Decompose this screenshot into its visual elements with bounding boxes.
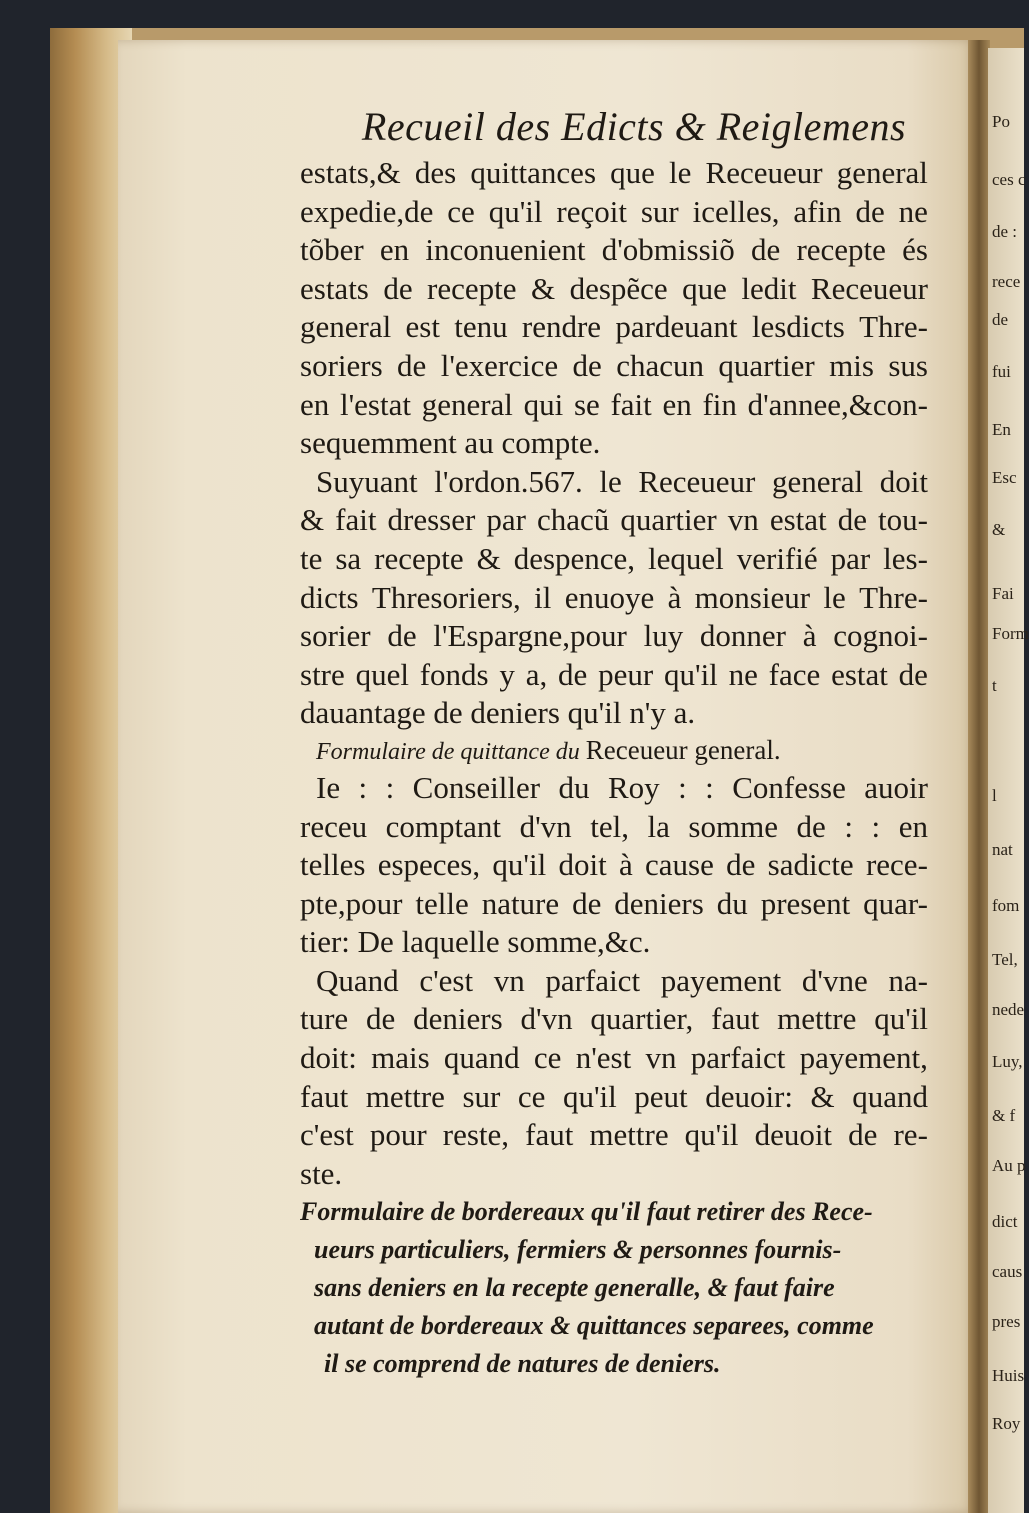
paragraph-4-line: c'est pour reste, faut mettre qu'il deuoit de re-: [300, 1117, 928, 1153]
facing-page-fragment: de :: [992, 222, 1018, 241]
paragraph-3-line: receu comptant d'vn tel, la somme de : : en: [300, 808, 928, 844]
heading-quittance-italic: Formulaire de quittance du: [316, 738, 580, 765]
facing-page-fragment: Form: [992, 624, 1029, 643]
book-gutter: [968, 40, 990, 1513]
facing-page-edge: [988, 48, 1029, 1513]
paragraph-3-line: tier: De laquelle somme,&c.: [300, 924, 651, 960]
paragraph-1-line: expedie,de ce qu'il reçoit sur icelles, afin de ne: [300, 193, 928, 229]
facing-page-fragment: nat: [992, 840, 1013, 859]
paragraph-4-line: Quand c'est vn parfaict payement d'vne na-: [316, 962, 928, 998]
facing-page-fragment: de: [992, 310, 1009, 329]
facing-page-fragment: rece: [992, 272, 1021, 291]
facing-page-fragment: Tel,: [992, 950, 1018, 969]
running-head: Recueil des Edicts & Reiglemens: [361, 104, 907, 149]
paragraph-1-line: soriers de l'exercice de chacun quartier mis sus: [300, 347, 928, 383]
paragraph-3-line: pte,pour telle nature de deniers du present quar-: [300, 885, 928, 921]
facing-page-fragment: &: [992, 520, 1006, 539]
facing-page-fragment: Roy: [992, 1414, 1021, 1433]
paragraph-4-line: doit: mais quand ce n'est vn parfaict payement,: [300, 1040, 928, 1076]
heading-bordereaux-line: Formulaire de bordereaux qu'il faut retirer des Rece-: [300, 1197, 873, 1227]
paragraph-3-line: Ie : : Conseiller du Roy : : Confesse auoir: [316, 769, 928, 805]
paragraph-1: [300, 154, 928, 463]
paragraph-4-line: faut mettre sur ce qu'il peut deuoir: & quand: [300, 1078, 928, 1114]
facing-page-fragment: Au p: [992, 1156, 1026, 1175]
paragraph-2-line: sorier de l'Espargne,pour luy donner à cognoi-: [300, 618, 928, 654]
paragraph-2-line: & fait dresser par chacũ quartier vn estat de tou-: [300, 502, 928, 538]
facing-page-fragment: & f: [992, 1106, 1016, 1125]
paragraph-2-line: Suyuant l'ordon.567. le Receueur general doit: [316, 463, 928, 499]
facing-page-fragment: fom: [992, 896, 1020, 915]
facing-page-fragment: nede: [992, 1000, 1025, 1019]
paragraph-4-line: ture de deniers d'vn quartier, faut mettre qu'il: [300, 1001, 928, 1037]
page-text: [300, 100, 928, 1383]
facing-page-fragment: pres: [992, 1312, 1021, 1331]
paragraph-2-line: dauantage de deniers qu'il n'y a.: [300, 695, 696, 731]
facing-page-fragment: t: [992, 676, 997, 695]
paragraph-3-line: telles especes, qu'il doit à cause de sadicte rece-: [300, 847, 928, 883]
paragraph-1-line: estats de recepte & despẽce que ledit Receueur: [300, 270, 928, 306]
facing-page-fragment: Po: [992, 112, 1010, 131]
paragraph-2: [300, 463, 928, 733]
paragraph-1-line: tõber en inconuenient d'obmissiõ de recepte és: [300, 232, 928, 268]
facing-page-fragment: En: [992, 420, 1011, 439]
heading-bordereaux-line: ueurs particuliers, fermiers & personnes fournis-: [314, 1235, 842, 1265]
facing-page-fragment: Fai: [992, 584, 1014, 603]
facing-page-fragment: Esc: [992, 468, 1017, 487]
paragraph-1-line: estats,& des quittances que le Receueur general: [300, 155, 928, 190]
paragraph-1-line: en l'estat general qui se fait en fin d'annee,&con-: [300, 386, 928, 422]
heading-bordereaux: [300, 1193, 928, 1383]
heading-quittance: [300, 733, 928, 769]
heading-quittance-roman: Receueur general.: [585, 734, 781, 765]
facing-page-fragment: caus: [992, 1262, 1023, 1281]
paragraph-2-line: stre quel fonds y a, de peur qu'il ne face estat de: [300, 656, 928, 692]
heading-bordereaux-line: autant de bordereaux & quittances separees, comme: [314, 1311, 874, 1341]
paragraph-4: [300, 962, 928, 1194]
paragraph-4-line: ste.: [300, 1155, 343, 1191]
facing-page-fragment: ces c: [992, 170, 1026, 189]
facing-page-fragment: Luy,: [992, 1052, 1023, 1071]
heading-bordereaux-line: il se comprend de natures de deniers.: [324, 1349, 721, 1379]
facing-page-fragment: l: [992, 786, 997, 805]
paragraph-2-line: dicts Thresoriers, il enuoye à monsieur le Thre-: [300, 579, 928, 615]
facing-page-fragment: Huis: [992, 1366, 1025, 1385]
paragraph-2-line: te sa recepte & despence, lequel verifié par les-: [300, 540, 928, 576]
paragraph-1-line: sequemment au compte.: [300, 425, 601, 461]
facing-page-fragment: fui: [992, 362, 1011, 381]
paragraph-3: [300, 769, 928, 962]
facing-page-fragment: dict: [992, 1212, 1018, 1231]
heading-bordereaux-line: sans deniers en la recepte generalle, & faut faire: [314, 1273, 835, 1303]
paragraph-1-line: general est tenu rendre pardeuant lesdicts Thre-: [300, 309, 928, 345]
